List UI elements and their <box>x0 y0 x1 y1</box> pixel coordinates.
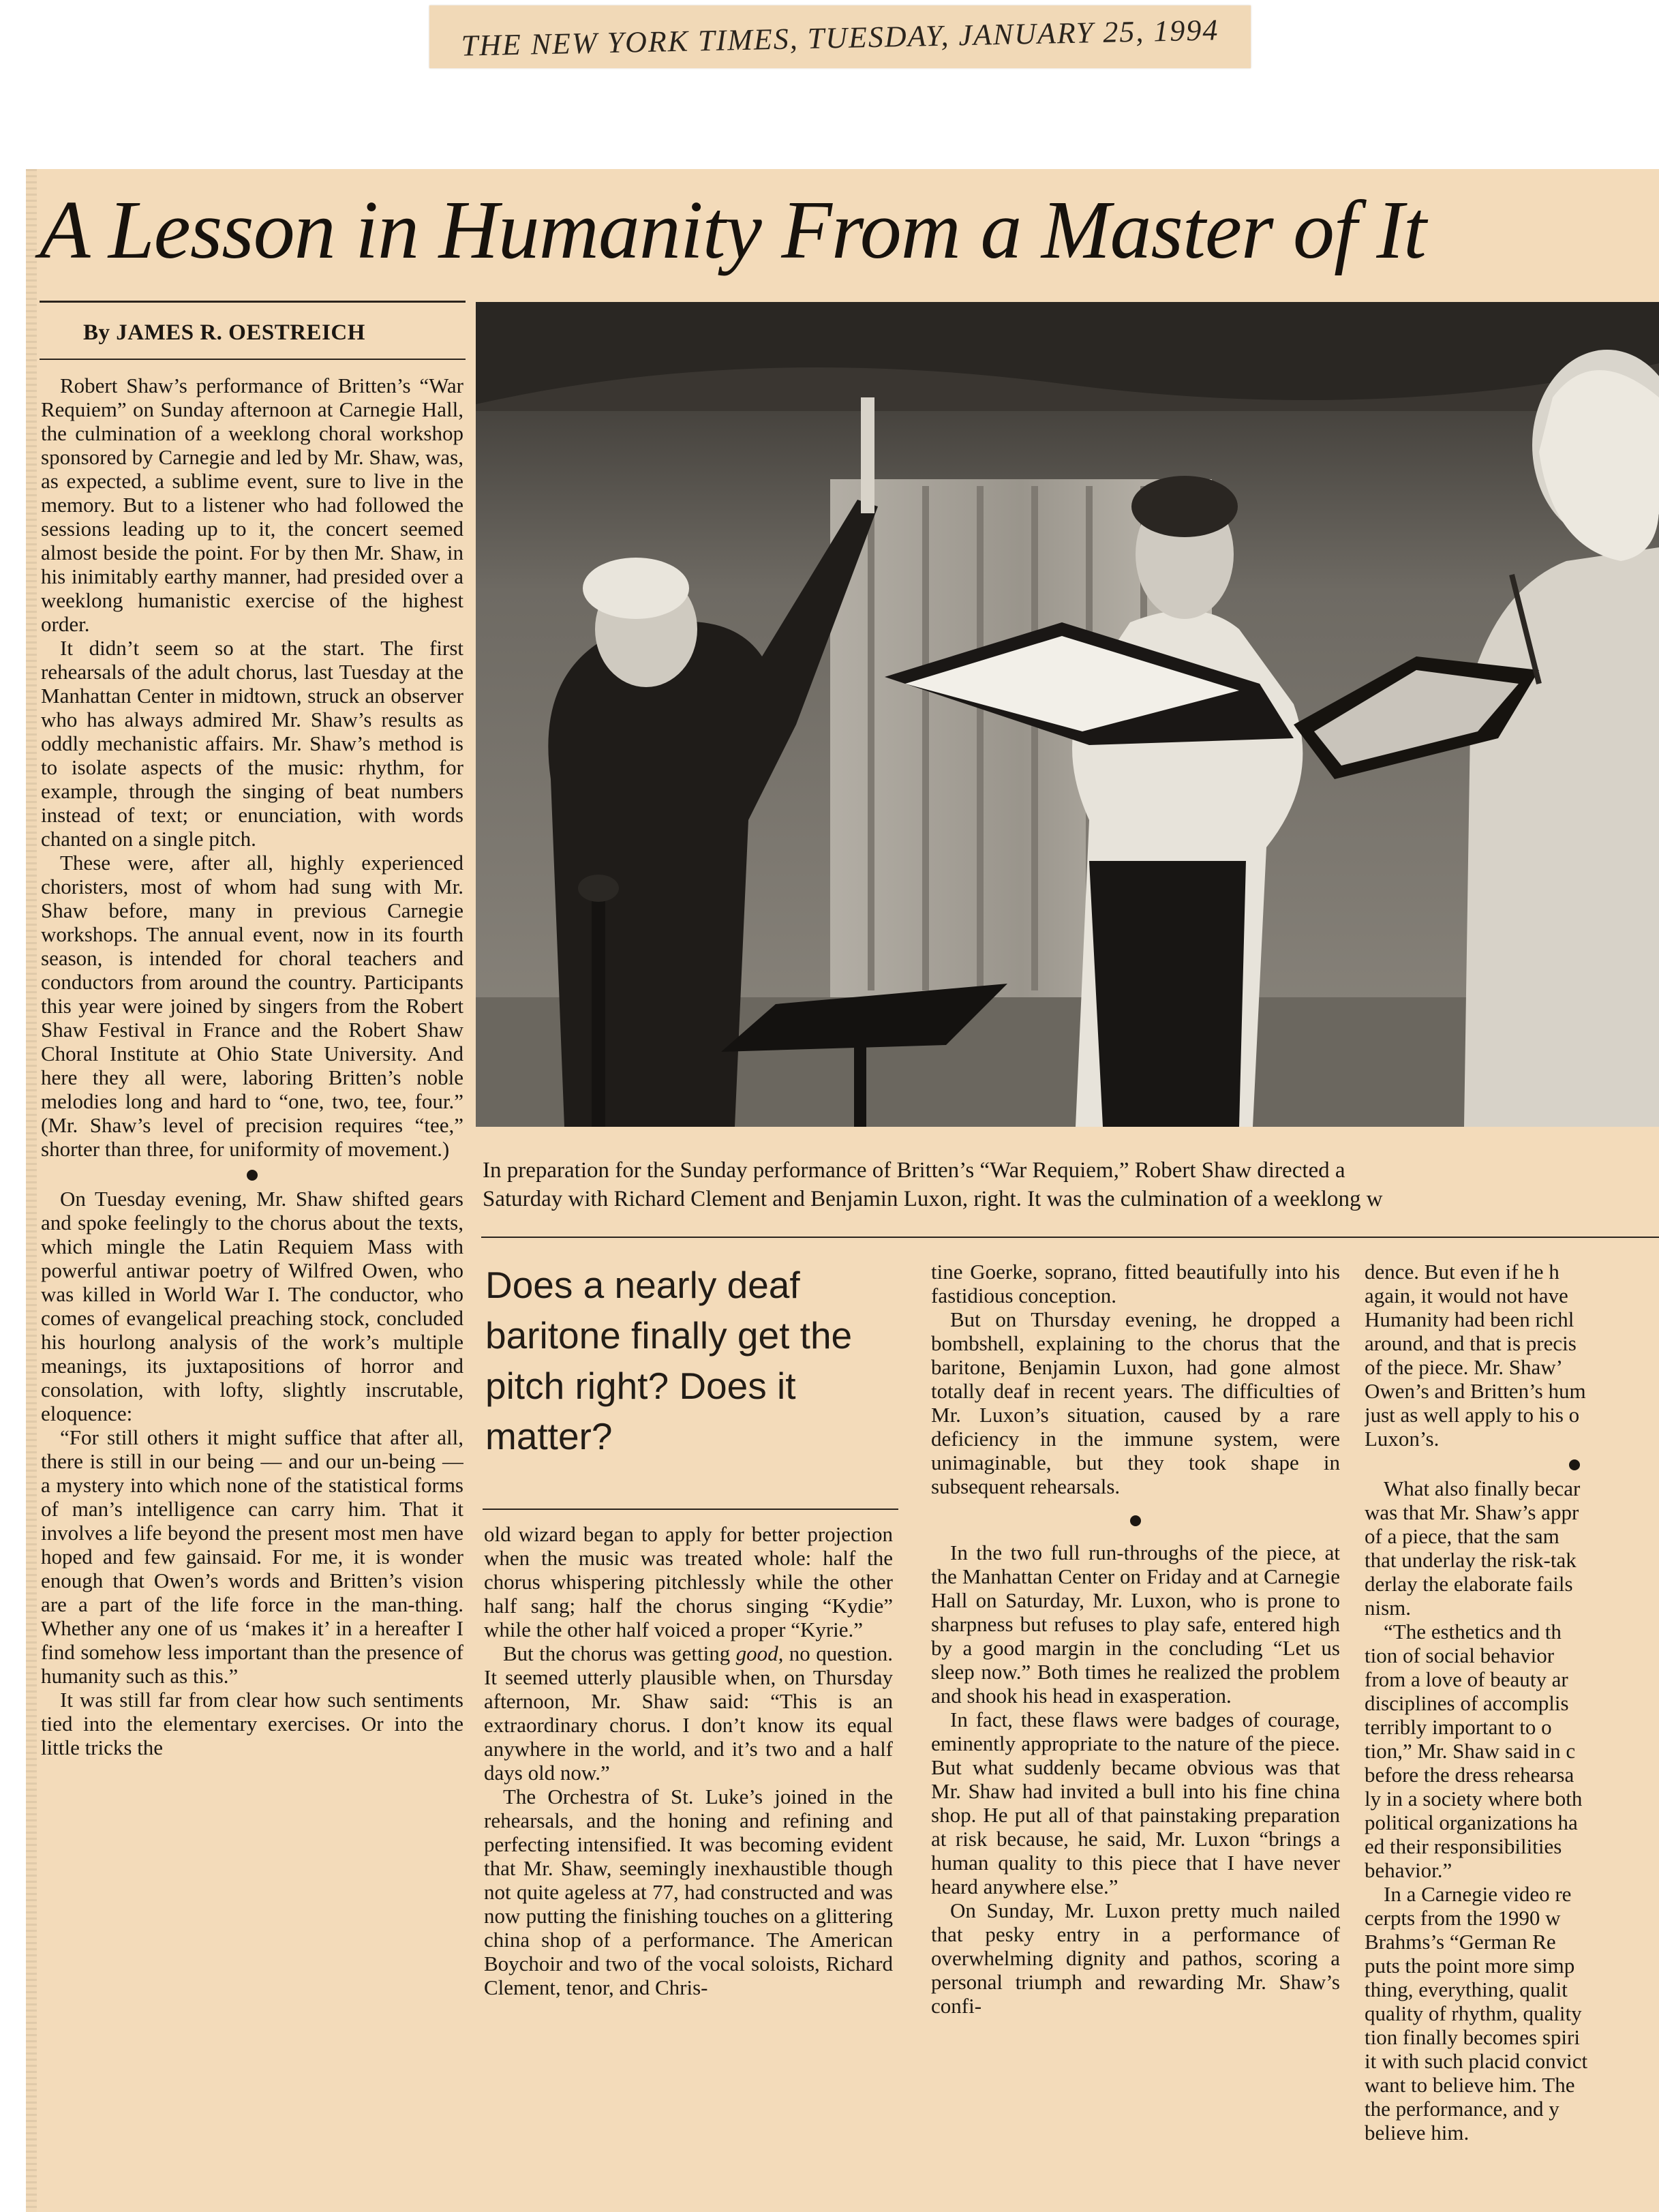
text-line: that underlay the risk-tak <box>1365 1548 1577 1572</box>
divider <box>483 1509 898 1510</box>
text-line: ed their responsibilities <box>1365 1834 1562 1858</box>
text-line: nism. <box>1365 1596 1412 1620</box>
text-line: believe him. <box>1365 2121 1470 2145</box>
text-line: Humanity had been richl <box>1365 1307 1574 1331</box>
article-column-2 <box>484 1522 893 2211</box>
text-line: again, it would not have <box>1365 1284 1568 1307</box>
section-bullet <box>1365 1453 1659 1474</box>
text-line: was that Mr. Shaw’s appr <box>1365 1500 1579 1524</box>
text-line: cerpts from the 1990 w <box>1365 1906 1561 1930</box>
text-line: of a piece, that the sam <box>1365 1524 1559 1548</box>
text-line: from a love of beauty ar <box>1365 1667 1568 1691</box>
caption-line: Saturday with Richard Clement and Benjamin Luxon, right. It was the culmination of a weeklong w <box>483 1187 1383 1211</box>
text-line: dence. But even if he h <box>1365 1260 1559 1284</box>
text-line: the performance, and y <box>1365 2097 1559 2121</box>
text-line: want to believe him. The <box>1365 2073 1575 2097</box>
text-line: behavior.” <box>1365 1858 1452 1882</box>
text-run: But the chorus was getting <box>503 1641 736 1665</box>
text-line: What also finally becar <box>1384 1476 1581 1500</box>
paragraph: These were, after all, highly experienced choristers, most of whom had sung with Mr. Shaw before, many in previous Carnegie workshops. The annual event, now in its fourth season, is intended for choral teachers and conductors from around the country. Participants this year were joined by singers from the Robert Shaw Festival in France and the Robert Shaw Choral Institute at Ohio State University. And here they all were, laboring Britten’s noble melodies long and hard to “one, two, tee, four.” (Mr. Shaw’s level of precision requires “tee,” shorter than three, for uniformity of movement.) <box>41 851 463 1161</box>
paragraph: It was still far from clear how such sentiments tied into the elementary exercises. Or into the little tricks the <box>41 1688 463 1759</box>
photo-image <box>476 302 1659 1127</box>
text-line: “The esthetics and th <box>1384 1620 1562 1643</box>
torn-edge <box>26 169 37 2212</box>
text-line: thing, everything, qualit <box>1365 1978 1568 2001</box>
paragraph: On Tuesday evening, Mr. Shaw shifted gears and spoke feelingly to the chorus about the texts, which mingle the Latin Requiem Mass with powerful antiwar poetry of Wilfred Owen, who was killed in World War I. The conductor, who comes of evangelical preaching stock, concluded his hourlong analysis of the work’s multiple meanings, its juxtapositions of horror and consolation, with lofty, slightly inscrutable, eloquence: <box>41 1187 463 1425</box>
text-line: tion finally becomes spiri <box>1365 2025 1580 2049</box>
paragraph: The Orchestra of St. Luke’s joined in the rehearsals, and the honing and refining and perfecting intensified. It was becoming evident that Mr. Shaw, seemingly inexhaustible though not quite ageless at 77, had constructed and was now putting the finishing touches on a glittering china shop of a performance. The American Boychoir and two of the vocal soloists, Richard Clement, tenor, and Chris- <box>484 1785 893 1999</box>
paragraph: In the two full run-throughs of the piece, at the Manhattan Center on Friday and at Carnegie Hall on Saturday, Mr. Luxon, who is prone to sharpness but refuses to play safe, entered high by a good margin in the concluding “Let us sleep now.” Both times he realized the problem and shook his head in exasperation. <box>931 1541 1340 1708</box>
text-line: tion,” Mr. Shaw said in c <box>1365 1739 1576 1763</box>
article-column-3 <box>931 1260 1340 2211</box>
article-clipping <box>26 169 1659 2212</box>
text-line: of the piece. Mr. Shaw’ <box>1365 1355 1563 1379</box>
text-run: no question. It seemed utterly plausible when, on Thursday afternoon, Mr. Shaw said: “This is an extraordinary chorus. I don’t know its equal anywhere in the world, and it’s two and a half days old now.” <box>484 1641 893 1785</box>
text-line: Luxon’s. <box>1365 1427 1440 1451</box>
text-line: disciplines of accomplis <box>1365 1691 1569 1715</box>
section-bullet <box>931 1509 1340 1530</box>
caption-line: In preparation for the Sunday performance of Britten’s “War Requiem,” Robert Shaw directed a <box>483 1158 1345 1183</box>
paragraph <box>484 1641 893 1785</box>
dateline: THE NEW YORK TIMES, TUESDAY, JANUARY 25, 1994 <box>461 13 1219 63</box>
text-line: ly in a society where both <box>1365 1787 1583 1810</box>
pull-quote: Does a nearly deaf baritone finally get the pitch right? Does it matter? <box>485 1264 853 1457</box>
text-line: it with such placid convict <box>1365 2049 1588 2073</box>
section-bullet <box>41 1164 463 1184</box>
text-line: around, and that is precis <box>1365 1331 1577 1355</box>
paragraph: “For still others it might suffice that after all, there is still in our being — and our un-being — a mystery into which none of the statistical forms of man’s intelligence can carry him. That it involves a life beyond the present most men have hoped and few gainsaid. For me, it is wonder enough that Owen’s words and Britten’s vision are a part of the life force in the man-thing. Whether any one of us ‘makes it’ in a hereafter I find somehow less important than the presence of humanity such as this.” <box>41 1425 463 1688</box>
text-line: derlay the elaborate fails <box>1365 1572 1573 1596</box>
text-line: terribly important to o <box>1365 1715 1552 1739</box>
rehearsal-photo <box>476 302 1659 1127</box>
paragraph: tine Goerke, soprano, fitted beautifully into his fastidious conception. <box>931 1260 1340 1307</box>
divider <box>40 301 466 303</box>
text-line: just as well apply to his o <box>1365 1403 1580 1427</box>
text-line: Owen’s and Britten’s hum <box>1365 1379 1586 1403</box>
text-line: tion of social behavior <box>1365 1643 1555 1667</box>
divider <box>40 359 466 360</box>
text-line: before the dress rehearsa <box>1365 1763 1574 1787</box>
paragraph: old wizard began to apply for better projection when the music was treated whole: half the chorus whispering pitchlessly while the other half sang; half the chorus singing “Kydie” while the other half voiced a proper “Kyrie.” <box>484 1522 893 1641</box>
paragraph: On Sunday, Mr. Luxon pretty much nailed that pesky entry in a performance of overwhelming dignity and pathos, scoring a personal triumph and rewarding Mr. Shaw’s confi- <box>931 1898 1340 2018</box>
divider <box>481 1237 1659 1238</box>
text-line: quality of rhythm, quality <box>1365 2001 1582 2025</box>
headline: A Lesson in Humanity From a Master of It <box>40 184 1426 276</box>
photo-caption <box>483 1156 1659 1213</box>
paragraph: But on Thursday evening, he dropped a bombshell, explaining to the chorus that the baritone, Benjamin Luxon, had gone almost totally deaf in recent years. The difficulties of Mr. Luxon’s situation, caused by a rare deficiency in the immune system, were unimaginable, but they took shape in subsequent rehearsals. <box>931 1307 1340 1498</box>
paragraph: In fact, these flaws were badges of courage, eminently appropriate to the nature of the piece. But what suddenly became obvious was that Mr. Shaw had invited a bull into his fine china shop. He put all of that painstaking preparation at risk because, he said, Mr. Luxon “brings a human quality to this piece that I have never heard anywhere else.” <box>931 1708 1340 1898</box>
paragraph: Robert Shaw’s performance of Britten’s “War Requiem” on Sunday afternoon at Carnegie Hall, the culmination of a weeklong choral workshop sponsored by Carnegie and led by Mr. Shaw, was, as expected, a sublime event, sure to live in the memory. But to a listener who had followed the sessions leading up to it, the concert seemed almost beside the point. For by then Mr. Shaw, in his inimitably earthy manner, had presided over a weeklong humanistic exercise of the highest order. <box>41 374 463 636</box>
dateline-clipping <box>429 5 1251 68</box>
emphasis: good, <box>735 1641 784 1665</box>
article-column-4 <box>1365 1260 1659 2211</box>
text-line: Brahms’s “German Re <box>1365 1930 1556 1954</box>
text-line: puts the point more simp <box>1365 1954 1575 1978</box>
article-column-1 <box>41 374 463 2211</box>
byline: By JAMES R. OESTREICH <box>83 320 365 345</box>
paragraph: It didn’t seem so at the start. The first rehearsals of the adult chorus, last Tuesday at the Manhattan Center in midtown, struck an observer who has always admired Mr. Shaw’s results as oddly mechanistic affairs. Mr. Shaw’s method is to isolate aspects of the music: rhythm, for example, through the singing of beat numbers instead of text; or enunciation, with words chanted on a single pitch. <box>41 636 463 851</box>
text-line: political organizations ha <box>1365 1810 1578 1834</box>
text-line: In a Carnegie video re <box>1384 1882 1572 1906</box>
